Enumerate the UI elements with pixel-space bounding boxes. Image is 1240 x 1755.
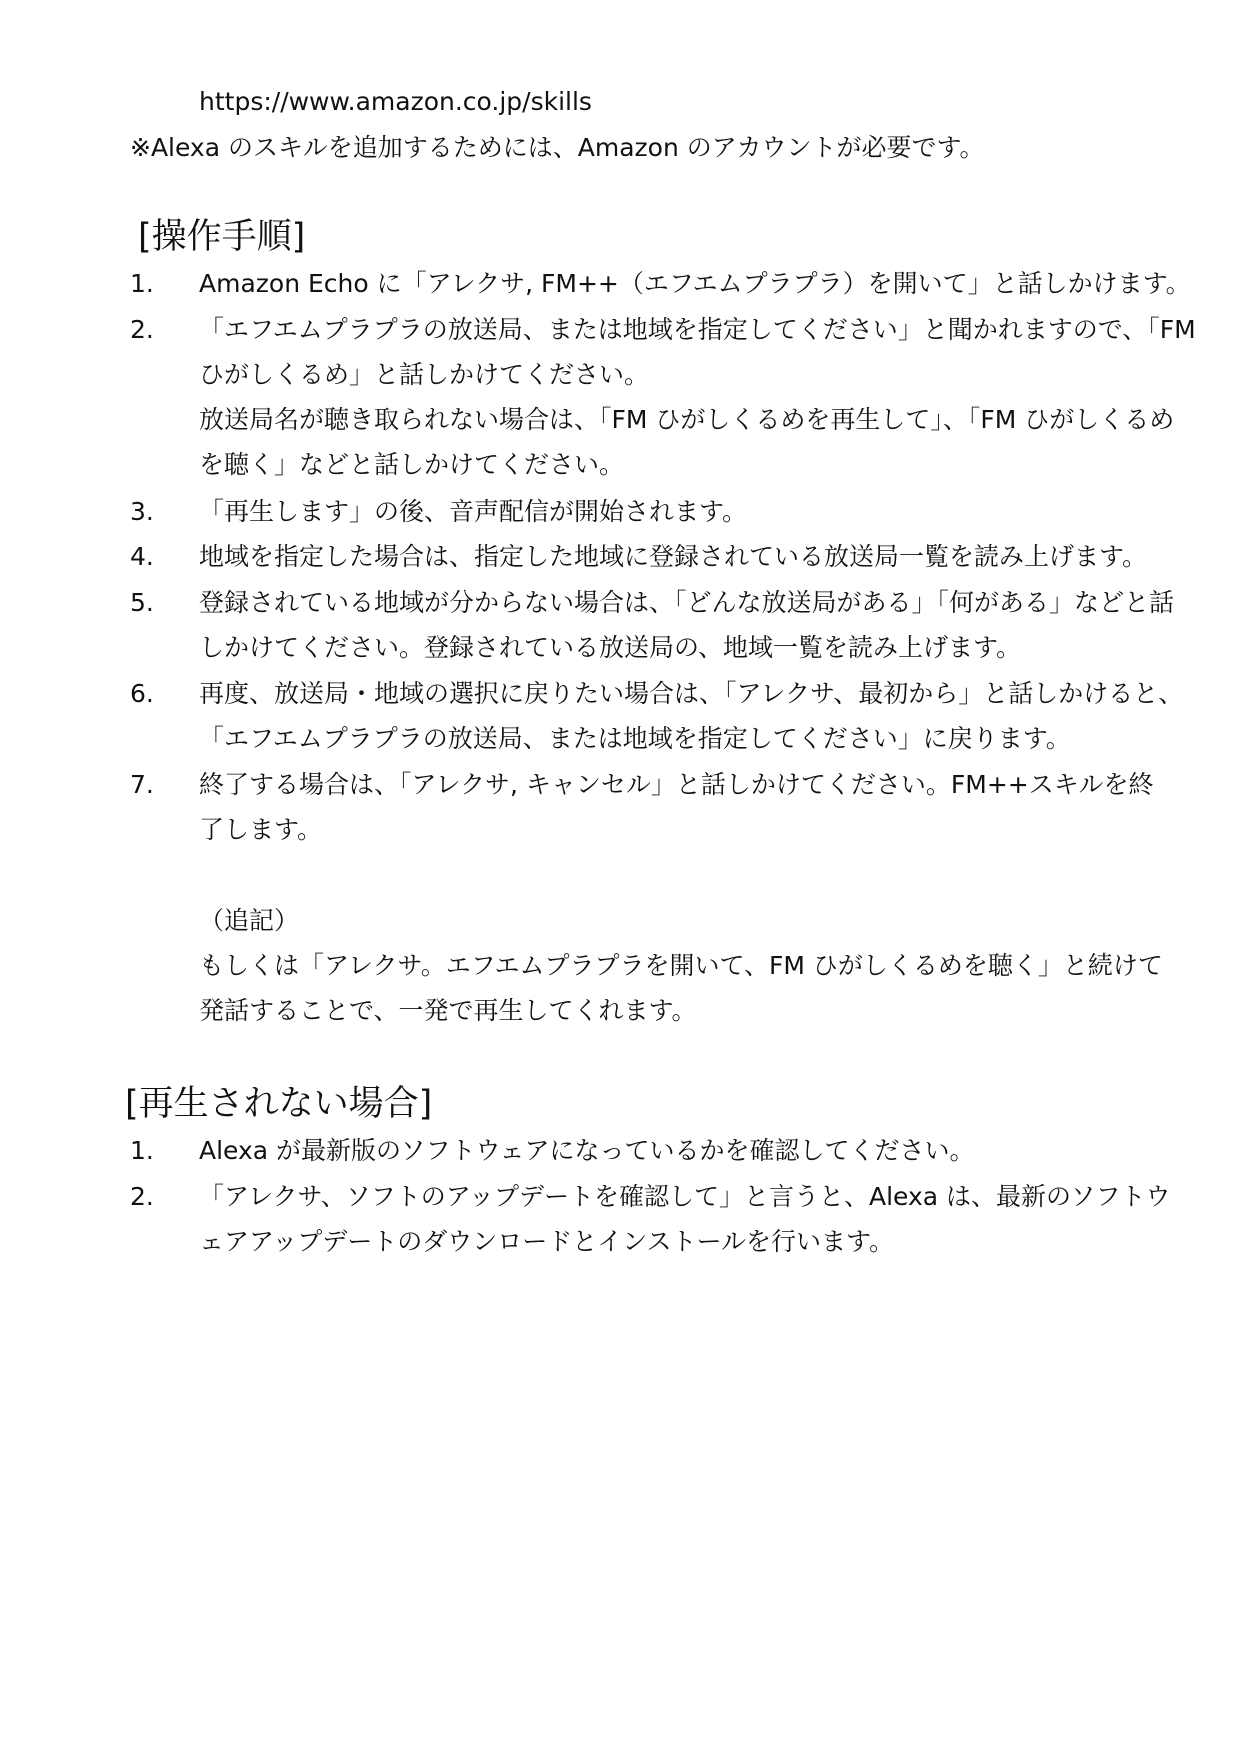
step-text — [199, 489, 1159, 534]
step-line: 放送局名が聴き取られない場合は、「FM ひがしくるめを再生して」、「FM ひがしくるめ — [199, 405, 1175, 434]
step-text — [199, 671, 1184, 761]
step-text — [199, 580, 1175, 670]
addendum-line: もしくは「アレクサ。エフエムプラプラを開いて、FM ひがしくるめを聴く」と続けて — [199, 951, 1163, 980]
step-text — [199, 1174, 1171, 1264]
step-line: 「アレクサ、ソフトのアップデートを確認して」と言うと、Alexa は、最新のソフトウ — [199, 1182, 1171, 1211]
step-line: 地域を指定した場合は、指定した地域に登録されている放送局一覧を読み上げます。 — [199, 542, 1148, 571]
step-line: 終了する場合は、「アレクサ, キャンセル」と話しかけてください。FM++スキルを終 — [199, 770, 1154, 799]
step-line: ェアアップデートのダウンロードとインストールを行います。 — [199, 1227, 895, 1256]
addendum-block — [199, 898, 1163, 1033]
step-number: 3. — [130, 497, 154, 526]
step-text — [199, 261, 1191, 306]
step-number: 6. — [130, 679, 154, 708]
step-number: 2. — [130, 1182, 154, 1211]
step-line: しかけてください。登録されている放送局の、地域一覧を読み上げます。 — [199, 633, 1022, 662]
step-line: 「エフエムプラプラの放送局、または地域を指定してください」と聞かれますので、「FM — [199, 315, 1196, 344]
step-line: 「エフエムプラプラの放送局、または地域を指定してください」に戻ります。 — [199, 724, 1071, 753]
step-number: 2. — [130, 315, 154, 344]
account-note: ※Alexa のスキルを追加するためには、Amazon のアカウントが必要です。 — [130, 133, 985, 162]
step-line: を聴く」などと話しかけてください。 — [199, 450, 625, 479]
step-text — [199, 534, 1159, 579]
step-text — [199, 762, 1159, 852]
troubleshooting-heading: [再生されない場合] — [125, 1084, 433, 1124]
step-line: ひがしくるめ」と話しかけてください。 — [199, 360, 650, 389]
step-line: Alexa が最新版のソフトウェアになっているかを確認してください。 — [199, 1136, 975, 1165]
step-line: 了します。 — [199, 815, 323, 844]
operation-heading: [操作手順] — [138, 217, 306, 257]
step-number: 4. — [130, 542, 154, 571]
step-line: 再度、放送局・地域の選択に戻りたい場合は、「アレクサ、最初から」と話しかけると、 — [199, 679, 1184, 708]
step-number: 1. — [130, 1136, 154, 1165]
skills-url[interactable]: https://www.amazon.co.jp/skills — [199, 87, 592, 116]
step-text — [199, 1128, 1159, 1173]
addendum-label: （追記） — [199, 906, 300, 935]
addendum-line: 発話することで、一発で再生してくれます。 — [199, 996, 697, 1025]
step-number: 1. — [130, 269, 154, 298]
step-text — [199, 307, 1196, 487]
step-line: 登録されている地域が分からない場合は、「どんな放送局がある」「何がある」などと話 — [199, 588, 1175, 617]
step-line: Amazon Echo に「アレクサ, FM++（エフエムプラプラ）を開いて」と話しかけます。 — [199, 269, 1191, 298]
step-number: 5. — [130, 588, 154, 617]
step-line: 「再生します」の後、音声配信が開始されます。 — [199, 497, 748, 526]
step-number: 7. — [130, 770, 154, 799]
